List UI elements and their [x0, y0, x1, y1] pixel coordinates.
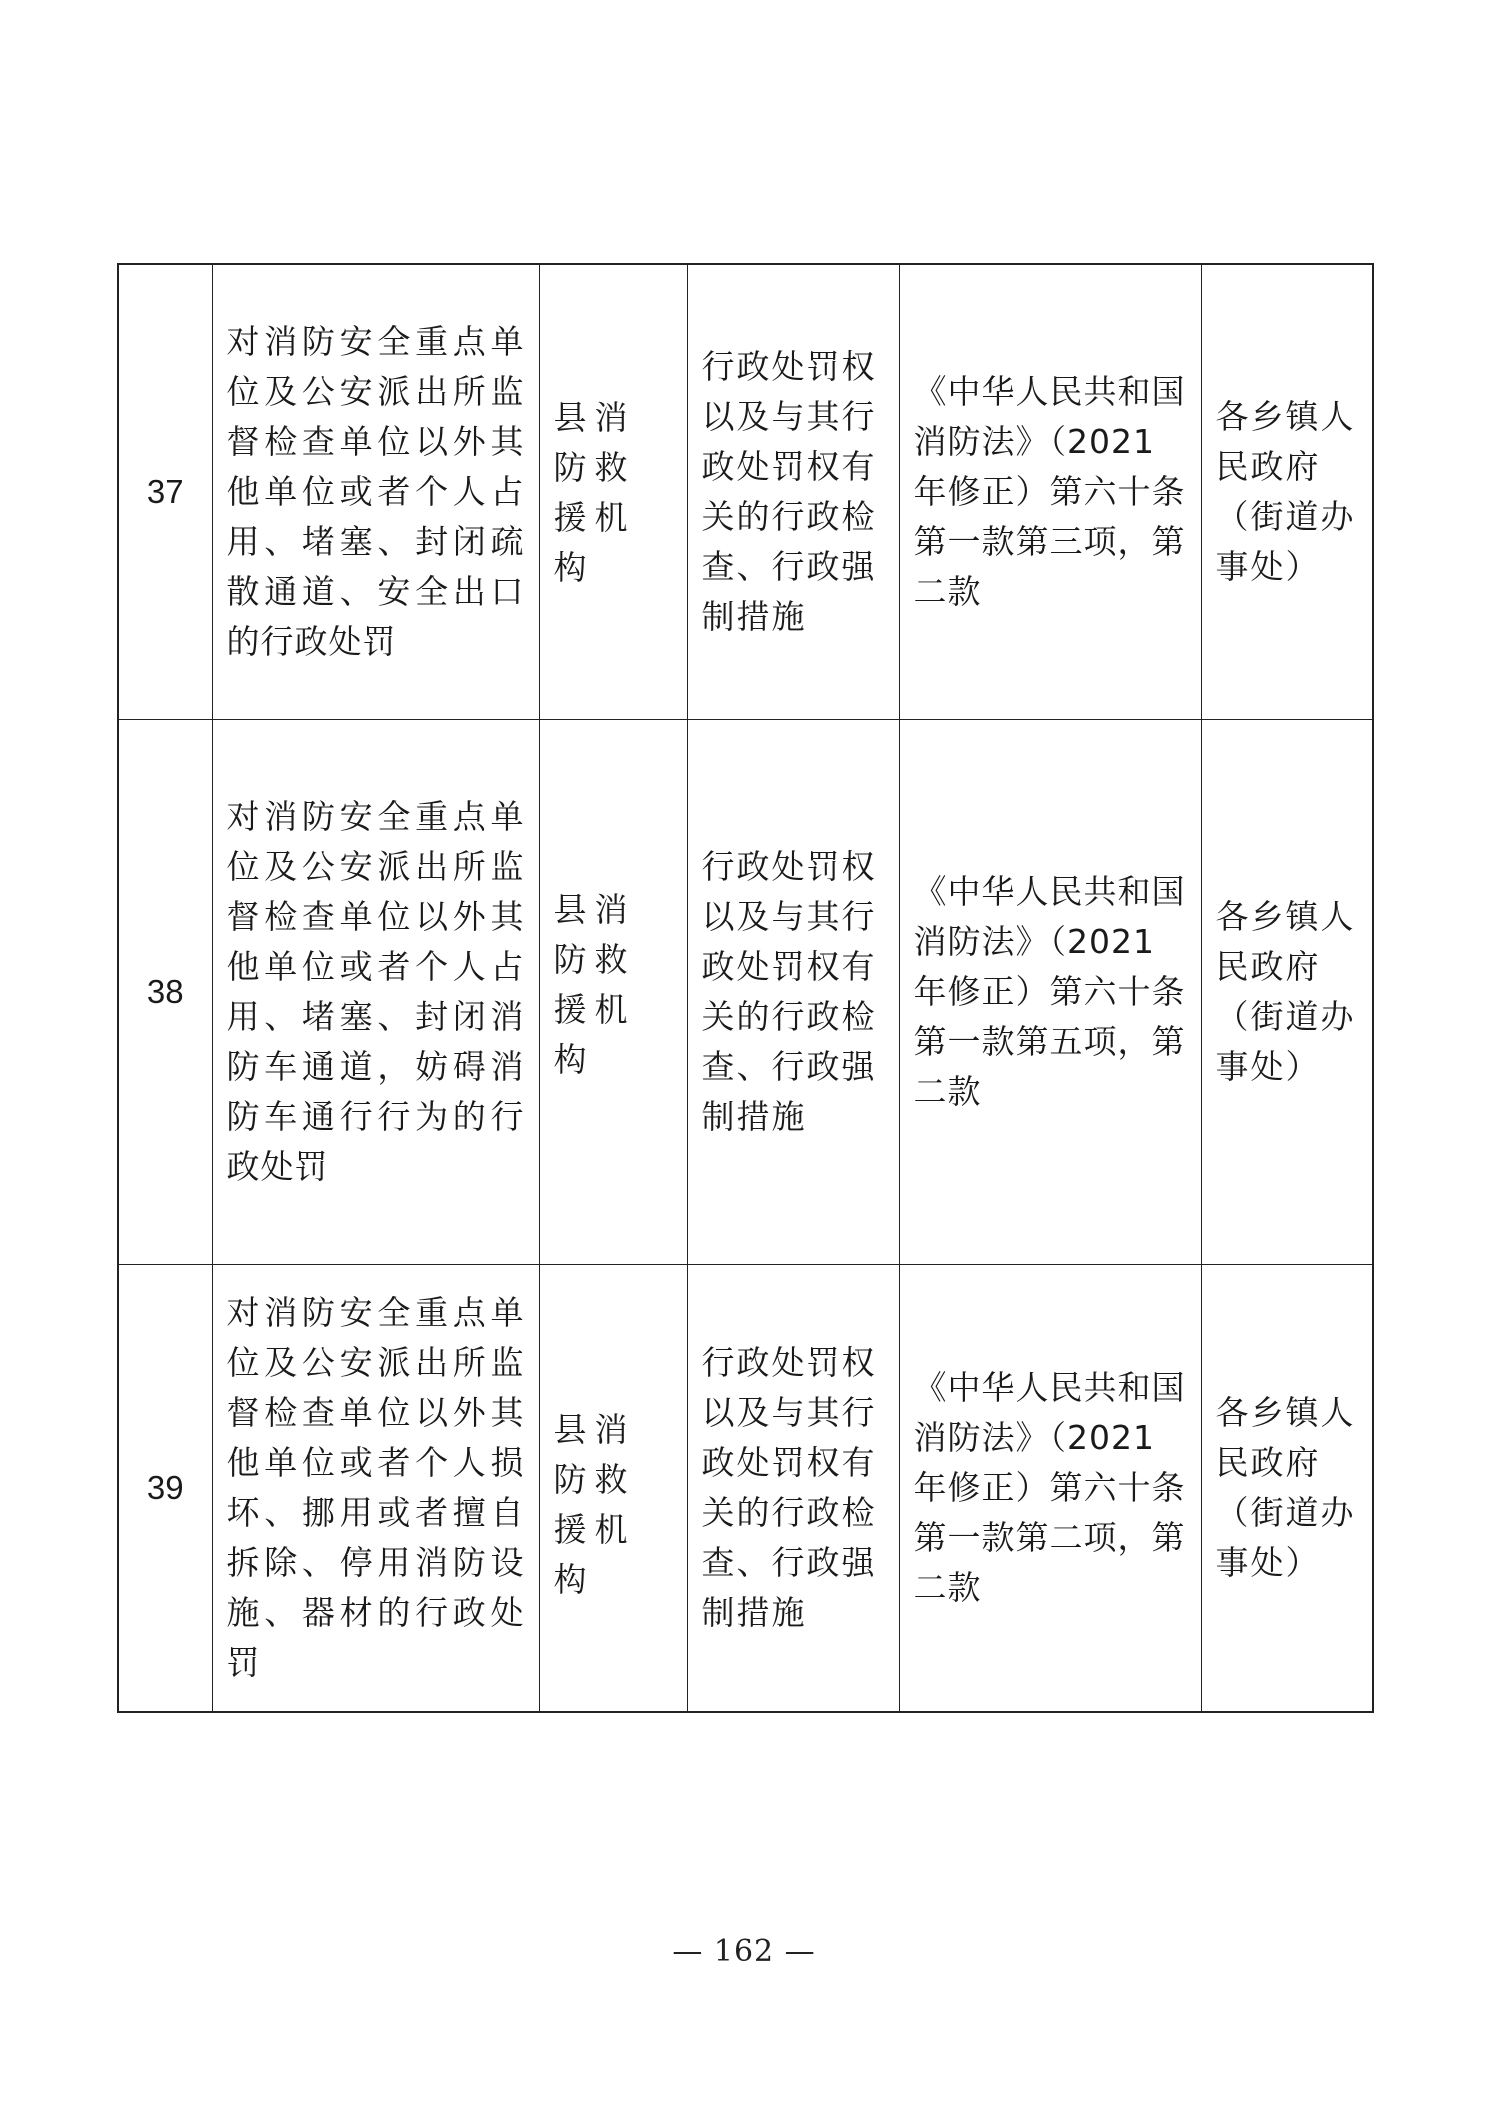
authority-type: 行政处罚权以及与其行政处罚权有关的行政检查、行政强制措施: [687, 264, 899, 719]
authority-type: 行政处罚权以及与其行政处罚权有关的行政检查、行政强制措施: [687, 719, 899, 1264]
legal-basis: 《中华人民共和国消防法》（2021年修正）第六十条第一款第三项，第二款: [899, 264, 1201, 719]
legal-basis: 《中华人民共和国消防法》（2021年修正）第六十条第一款第五项，第二款: [899, 719, 1201, 1264]
row-number: 39: [118, 1264, 212, 1712]
item-name: 对消防安全重点单位及公安派出所监督检查单位以外其他单位或者个人占用、堵塞、封闭疏散通道、安全出口的行政处罚: [212, 264, 539, 719]
item-name: 对消防安全重点单位及公安派出所监督检查单位以外其他单位或者个人损坏、挪用或者擅自拆除、停用消防设施、器材的行政处罚: [212, 1264, 539, 1712]
row-number: 38: [118, 719, 212, 1264]
authority-type: 行政处罚权以及与其行政处罚权有关的行政检查、行政强制措施: [687, 1264, 899, 1712]
responsible-body: 各乡镇人民政府（街道办事处）: [1201, 264, 1373, 719]
department-text: 县消防救援机构: [553, 398, 636, 587]
item-name: 对消防安全重点单位及公安派出所监督检查单位以外其他单位或者个人占用、堵塞、封闭消防车通道，妨碍消防车通行行为的行政处罚: [212, 719, 539, 1264]
responsible-body: 各乡镇人民政府（街道办事处）: [1201, 1264, 1373, 1712]
department-text: 县消防救援机构: [553, 1409, 636, 1599]
implementing-department: [539, 1264, 687, 1712]
row-number: 37: [118, 264, 212, 719]
table-row: [118, 1264, 1373, 1712]
implementing-department: [539, 719, 687, 1264]
legal-basis: 《中华人民共和国消防法》（2021年修正）第六十条第一款第二项，第二款: [899, 1264, 1201, 1712]
implementing-department: [539, 264, 687, 719]
department-text: 县消防救援机构: [553, 889, 636, 1079]
page-number: — 162 —: [672, 1934, 816, 1969]
responsible-body: 各乡镇人民政府（街道办事处）: [1201, 719, 1373, 1264]
authority-table: [117, 263, 1374, 1713]
table-row: [118, 264, 1373, 719]
table-row: [118, 719, 1373, 1264]
